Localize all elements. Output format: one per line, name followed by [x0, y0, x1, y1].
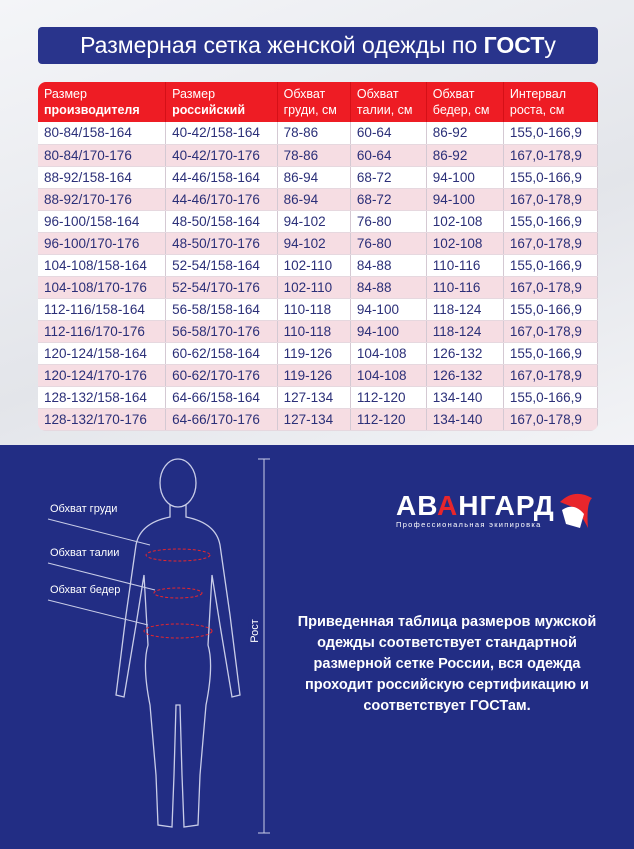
- column-header: Размер российский: [166, 82, 278, 122]
- table-row: [38, 210, 598, 232]
- table-cell: 110-118: [277, 298, 350, 320]
- chest-label: Обхват груди: [50, 503, 118, 515]
- table-row: [38, 276, 598, 298]
- table-cell: 94-100: [426, 188, 503, 210]
- table-cell: 126-132: [426, 342, 503, 364]
- table-cell: 155,0-166,9: [503, 254, 597, 276]
- table-cell: 104-108/170-176: [38, 276, 166, 298]
- table-cell: 84-88: [350, 276, 426, 298]
- table-cell: 110-116: [426, 276, 503, 298]
- table-cell: 88-92/170-176: [38, 188, 166, 210]
- table-cell: 86-94: [277, 188, 350, 210]
- brand-logo: АВАНГАРД Профессиональная экипировка: [396, 490, 555, 529]
- table-cell: 68-72: [350, 166, 426, 188]
- table-cell: 128-132/170-176: [38, 408, 166, 430]
- table-cell: 94-100: [426, 166, 503, 188]
- table-cell: 167,0-178,9: [503, 232, 597, 254]
- table-cell: 104-108: [350, 364, 426, 386]
- table-cell: 102-108: [426, 232, 503, 254]
- table-cell: 112-120: [350, 408, 426, 430]
- info-note: Приведенная таблица размеров мужской одежды соответствует стандартной размерной сетке России, вся одежда проходит российскую сертификацию и соответствует ГОСТам.: [297, 614, 597, 714]
- table-cell: 94-100: [350, 320, 426, 342]
- column-header: Обхват талии, см: [350, 82, 426, 122]
- size-table: [38, 82, 598, 431]
- table-cell: 119-126: [277, 364, 350, 386]
- table-cell: 94-102: [277, 210, 350, 232]
- table-cell: 52-54/158-164: [166, 254, 278, 276]
- table-cell: 94-102: [277, 232, 350, 254]
- table-cell: 119-126: [277, 342, 350, 364]
- table-cell: 60-64: [350, 122, 426, 144]
- column-header: Обхват бедер, см: [426, 82, 503, 122]
- helmet-icon: [556, 488, 596, 532]
- table-cell: 60-62/158-164: [166, 342, 278, 364]
- table-row: [38, 386, 598, 408]
- table-cell: 126-132: [426, 364, 503, 386]
- table-cell: 167,0-178,9: [503, 408, 597, 430]
- table-cell: 86-92: [426, 122, 503, 144]
- table-cell: 56-58/158-164: [166, 298, 278, 320]
- table-row: [38, 188, 598, 210]
- table-cell: 128-132/158-164: [38, 386, 166, 408]
- table-cell: 68-72: [350, 188, 426, 210]
- column-header: Размер производителя: [38, 82, 166, 122]
- table-cell: 112-116/158-164: [38, 298, 166, 320]
- table-row: [38, 298, 598, 320]
- table-cell: 86-92: [426, 144, 503, 166]
- table-cell: 110-118: [277, 320, 350, 342]
- table-cell: 167,0-178,9: [503, 364, 597, 386]
- page-title: Размерная сетка женской одежды по ГОСТу: [38, 27, 598, 64]
- table-cell: 112-120: [350, 386, 426, 408]
- table-cell: 60-62/170-176: [166, 364, 278, 386]
- table-cell: 80-84/170-176: [38, 144, 166, 166]
- table-cell: 118-124: [426, 298, 503, 320]
- table-cell: 88-92/158-164: [38, 166, 166, 188]
- table-cell: 40-42/158-164: [166, 122, 278, 144]
- table-row: [38, 144, 598, 166]
- table-cell: 56-58/170-176: [166, 320, 278, 342]
- table-cell: 120-124/158-164: [38, 342, 166, 364]
- table-cell: 167,0-178,9: [503, 188, 597, 210]
- table-cell: 78-86: [277, 122, 350, 144]
- table-cell: 84-88: [350, 254, 426, 276]
- table-row: [38, 254, 598, 276]
- table-cell: 134-140: [426, 408, 503, 430]
- column-header: Обхват груди, см: [277, 82, 350, 122]
- table-cell: 44-46/170-176: [166, 188, 278, 210]
- table-cell: 155,0-166,9: [503, 122, 597, 144]
- table-cell: 40-42/170-176: [166, 144, 278, 166]
- table-cell: 48-50/170-176: [166, 232, 278, 254]
- body-figure: [0, 445, 300, 849]
- column-header: Интервал роста, см: [503, 82, 597, 122]
- table-cell: 112-116/170-176: [38, 320, 166, 342]
- table-cell: 94-100: [350, 298, 426, 320]
- table-cell: 80-84/158-164: [38, 122, 166, 144]
- table-cell: 155,0-166,9: [503, 342, 597, 364]
- table-cell: 52-54/170-176: [166, 276, 278, 298]
- table-row: [38, 166, 598, 188]
- table-row: [38, 320, 598, 342]
- table-cell: 155,0-166,9: [503, 210, 597, 232]
- table-cell: 102-108: [426, 210, 503, 232]
- table-cell: 60-64: [350, 144, 426, 166]
- table-cell: 44-46/158-164: [166, 166, 278, 188]
- table-cell: 96-100/170-176: [38, 232, 166, 254]
- table-row: [38, 232, 598, 254]
- table-cell: 76-80: [350, 232, 426, 254]
- hips-label: Обхват бедер: [50, 584, 121, 596]
- table-cell: 48-50/158-164: [166, 210, 278, 232]
- table-cell: 167,0-178,9: [503, 144, 597, 166]
- table-cell: 167,0-178,9: [503, 276, 597, 298]
- table-cell: 104-108/158-164: [38, 254, 166, 276]
- table-cell: 102-110: [277, 254, 350, 276]
- table-cell: 155,0-166,9: [503, 298, 597, 320]
- table-cell: 127-134: [277, 386, 350, 408]
- table-cell: 86-94: [277, 166, 350, 188]
- table-cell: 134-140: [426, 386, 503, 408]
- table-cell: 155,0-166,9: [503, 386, 597, 408]
- table-cell: 78-86: [277, 144, 350, 166]
- table-cell: 127-134: [277, 408, 350, 430]
- table-cell: 118-124: [426, 320, 503, 342]
- table-cell: 167,0-178,9: [503, 320, 597, 342]
- height-label: Рост: [249, 616, 261, 646]
- table-cell: 120-124/170-176: [38, 364, 166, 386]
- table-row: [38, 122, 598, 144]
- table-cell: 64-66/158-164: [166, 386, 278, 408]
- table-cell: 110-116: [426, 254, 503, 276]
- waist-label: Обхват талии: [50, 547, 120, 559]
- table-cell: 102-110: [277, 276, 350, 298]
- table-row: [38, 408, 598, 430]
- table-cell: 76-80: [350, 210, 426, 232]
- table-cell: 104-108: [350, 342, 426, 364]
- table-cell: 64-66/170-176: [166, 408, 278, 430]
- table-row: [38, 342, 598, 364]
- table-cell: 155,0-166,9: [503, 166, 597, 188]
- table-cell: 96-100/158-164: [38, 210, 166, 232]
- table-row: [38, 364, 598, 386]
